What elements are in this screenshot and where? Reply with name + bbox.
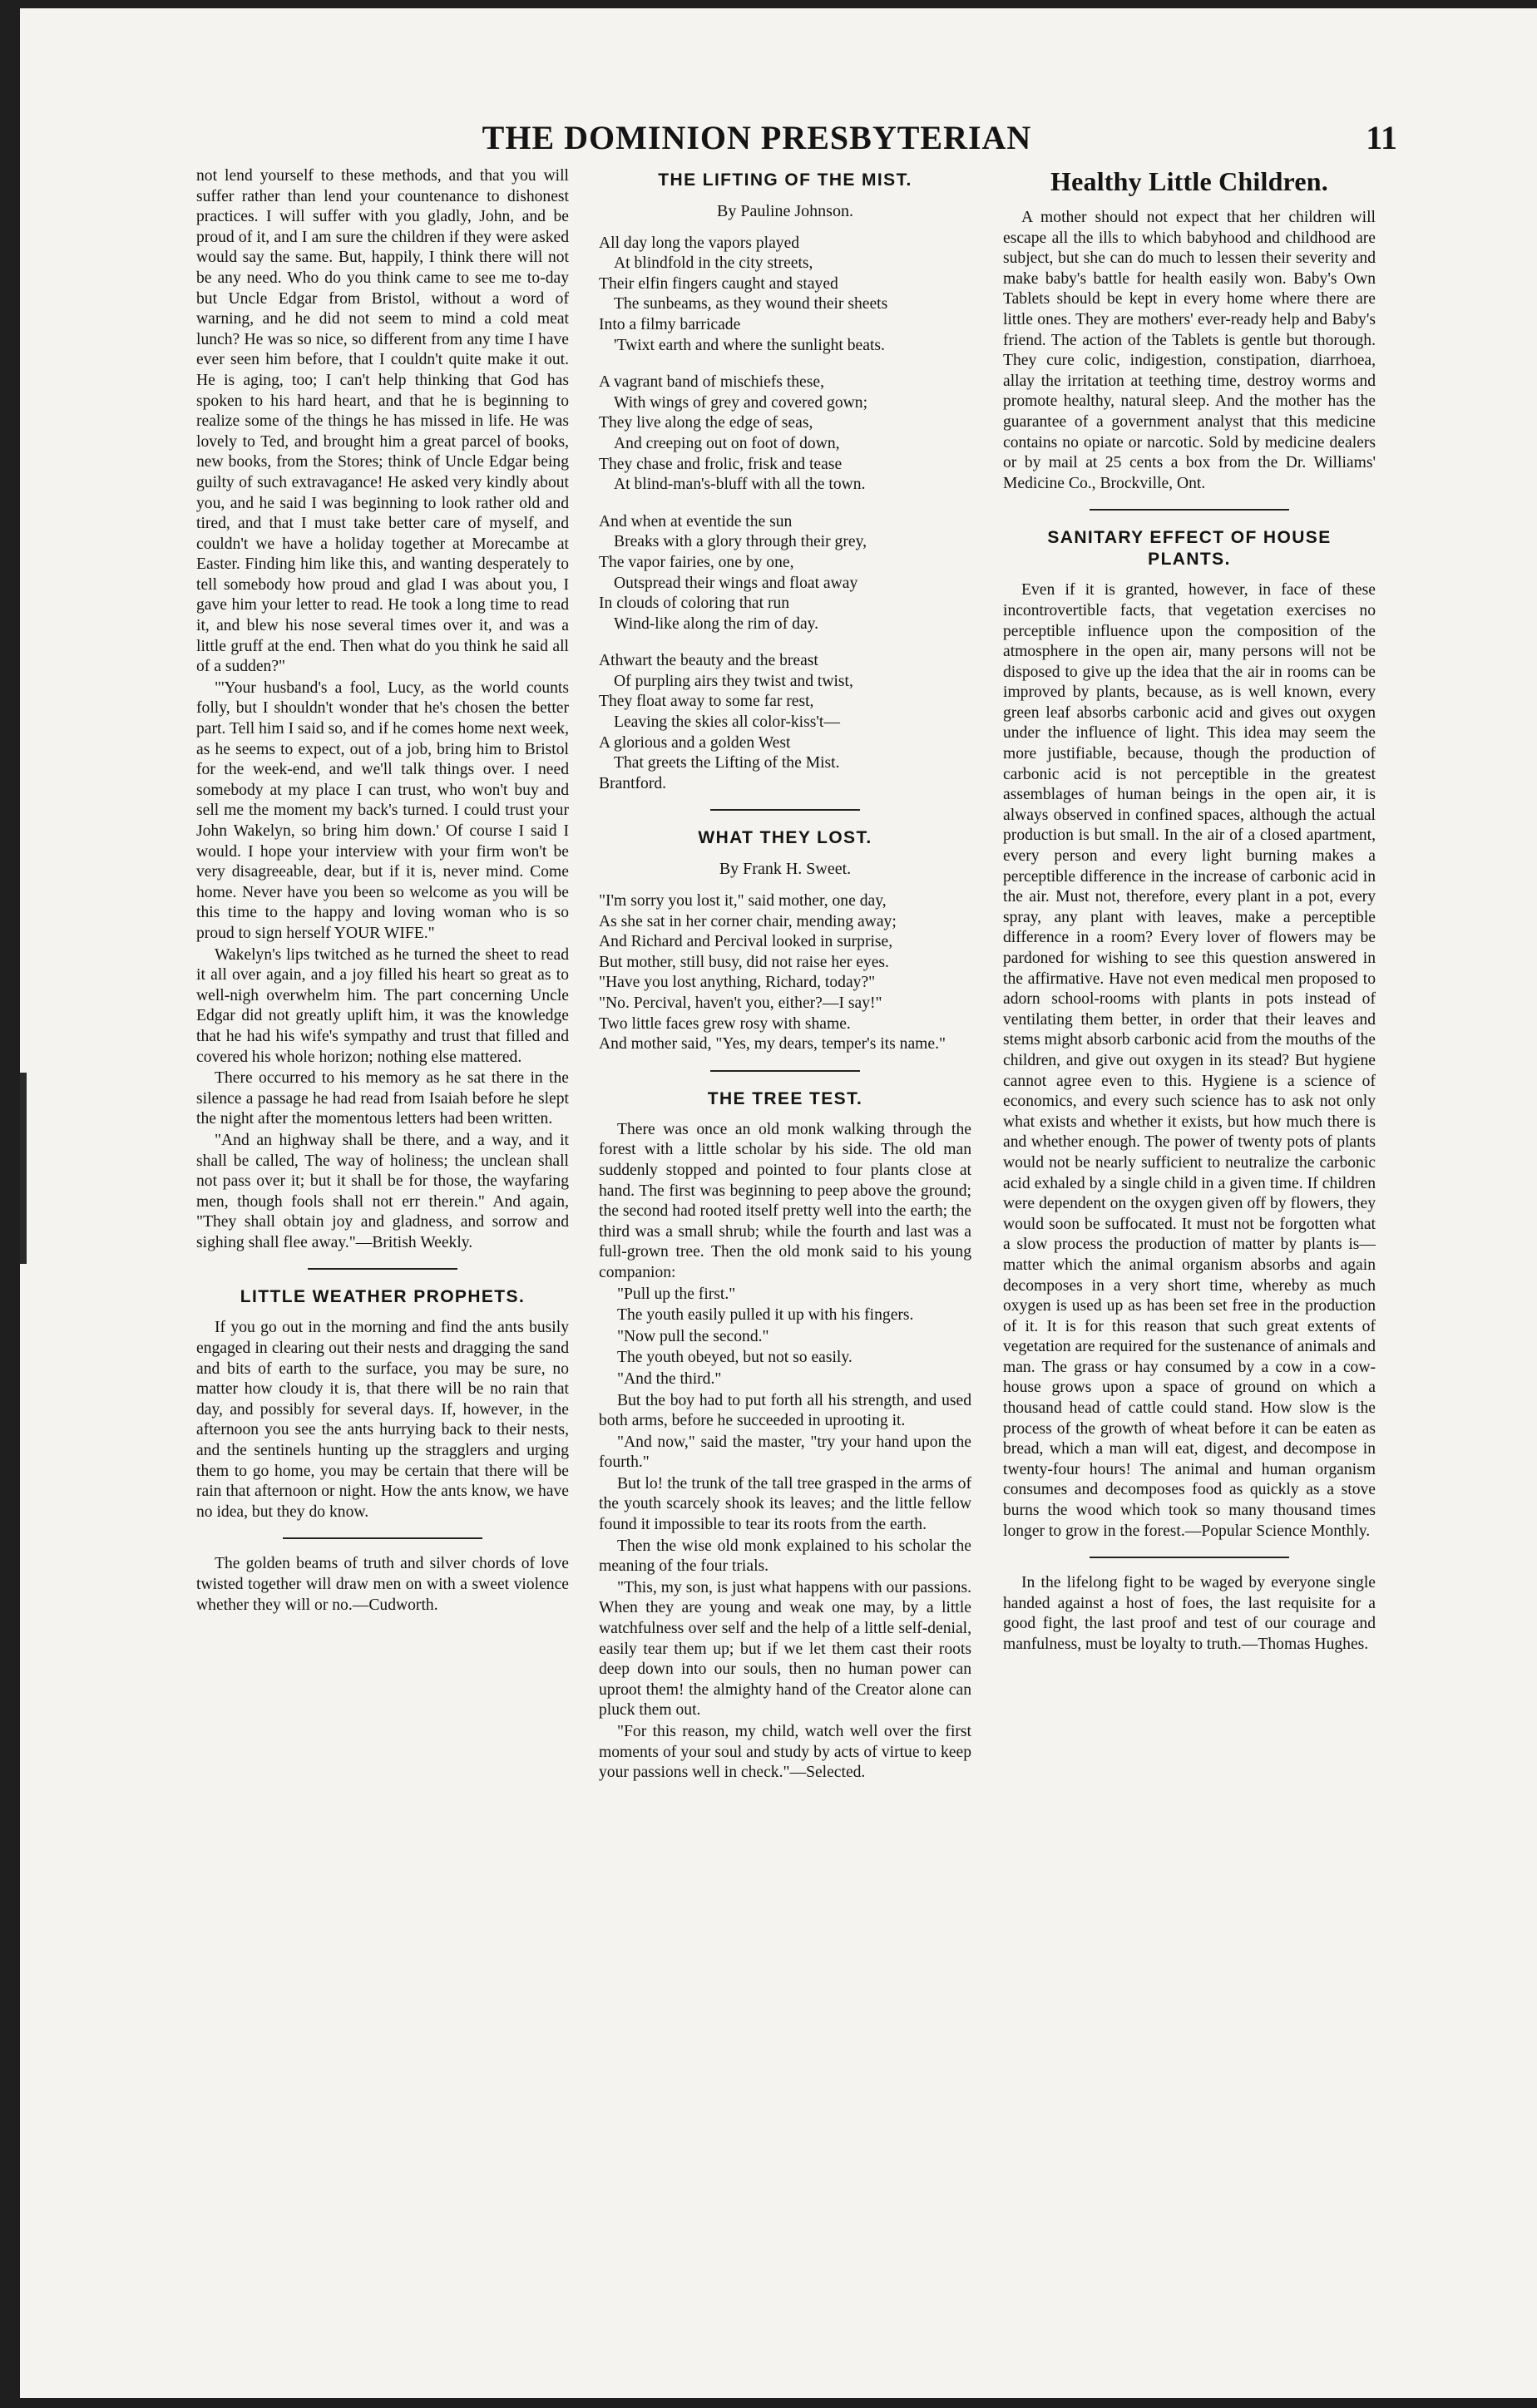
poem-stanza [599,373,971,496]
poem-line: In clouds of coloring that run [599,595,790,613]
tree-paragraph: The youth easily pulled it up with his fingers. [617,1306,914,1325]
poem-line: Into a filmy barricade [599,315,741,333]
cudworth-quote: The golden beams of truth and silver chords of love twisted together will draw men on with a sweet violence whether they will or no.—Cudworth. [196,1555,569,1614]
poem-line: But mother, still busy, did not raise her eyes. [599,953,889,971]
tree-paragraph: "And now," said the master, "try your hand upon the fourth." [599,1433,971,1472]
poem-line: That greets the Lifting of the Mist. [614,754,840,772]
poem-line: The vapor fairies, one by one, [599,553,794,571]
section-rule [308,1268,457,1270]
poem-line: Breaks with a glory through their grey, [614,533,867,551]
tree-paragraph: There was once an old monk walking through the forest with a little scholar by his side. The old man suddenly stopped and pointed to four plants close at hand. The first was beginning to peep above the ground; the second had rooted itself pretty well into the earth; the third was a small shrub; while the fourth and last was a full-grown tree. Then the old monk said to his young companion: [599,1120,971,1281]
tree-paragraph: "Pull up the first." [617,1285,736,1303]
poem-line: At blind-man's-bluff with all the town. [614,476,866,494]
column-middle [599,166,971,1784]
poem-line: And when at eventide the sun [599,512,793,530]
mist-byline: By Pauline Johnson. [717,202,853,220]
healthy-paragraph: A mother should not expect that her children will escape all the ills to which babyhood and childhood are subject, but she can do much to lessen their severity and make baby's battle for health easily won. Baby's Own Tablets should be kept in every home where there are little ones. They are mothers' ever-ready help and Baby's friend. The action of the Tablets is gentle but thorough. They cure colic, indigestion, constipation, diarrhoea, allay the irritation at teething time, destroy worms and promote healthy, natural sleep. And the mother has the guarantee of a government analyst that this medicine contains no opiate or narcotic. Sold by medicine dealers or by mail at 25 cents a box from the Dr. Williams' Medicine Co., Brockville, Ont. [1003,209,1376,492]
story-paragraph: "And an highway shall be there, and a way, and it shall be called, The way of holiness; the unclean shall not pass over it; but it shall be for those, the wayfaring men, though fools shall not err therein." And again, "They shall obtain joy and gladness, and sorrow and sighing shall flee away."—British Weekly. [196,1131,569,1251]
tree-paragraph: "Now pull the second." [617,1327,769,1345]
poem-line: And mother said, "Yes, my dears, temper's its name." [599,1035,946,1054]
poem-line: A vagrant band of mischiefs these, [599,373,824,392]
poem-line: Wind-like along the rim of day. [614,614,819,633]
poem-line: "Have you lost anything, Richard, today?" [599,974,876,992]
poem-line: They chase and frolic, frisk and tease [599,455,843,473]
poem-line: Outspread their wings and float away [614,574,858,592]
scan-edge-top [0,0,1537,8]
poem-line: At blindfold in the city streets, [614,254,813,273]
poem-line: As she sat in her corner chair, mending away; [599,912,897,930]
tree-paragraph: "For this reason, my child, watch well over the first moments of your soul and study by acts of virtue to keep your passions well in check."—Selected. [599,1723,971,1782]
hughes-quote: In the lifelong fight to be waged by everyone single handed against a host of foes, the last requisite for a good fight, the last proof and test of our courage and manfulness, must be loyalty to truth.—Thomas Hughes. [1003,1574,1376,1653]
section-rule [1090,509,1289,511]
sanitary-paragraph: Even if it is granted, however, in face of these incontrovertible facts, that vegetation exercises no perceptible influence upon the composition of the atmosphere in the open air, many persons will not be disposed to give up the idea that the air in rooms can be improved by plants, because, as is well known, every green leaf absorbs carbonic acid and gives out oxygen under the influence of light. This idea may seem the more justifiable, because, though the production of carbonic acid is not perceptible in the greatest assemblages of human beings in the open air, it is always observed in confined spaces, although the actual production is but small. In the air of a closed apartment, every person and every light burning makes a perceptible difference in the increase of carbonic acid in the air. Must not, therefore, every plant in a pot, every spray, any plant with leaves, make a perceptible difference in a room? Every lover of flowers may be pardoned for wishing to see this question answered in the affirmative. Have not even medical men proposed to adorn school-rooms with plants in pots instead of ventilating them better, in order that their leaves and stems might absorb carbonic acid from the mouths of the children, and give out oxygen in its stead? But hygiene cannot agree even to this. Hygiene is a science of economics, and every such science has to ask not only what exists and whether it exists, but how much there is and whether enough. The power of twenty pots of plants would not be nearly sufficient to neutralize the carbonic acid exhaled by a single child in a given time. If children were dependent on the oxygen given off by flowers, they would soon be suffocated. It must not be forgotten what a slow process the production of matter by plants is—matter which the animal organism absorbs and again decomposes in a very short time, whereby as much oxygen is used up as has been set free in the production of it. It is for this reason that such great extents of vegetation are required for the sustenance of animals and man. The grass or hay consumed by a cow in a cow-house grows upon a space of ground on which a thousand head of cattle could stand. How slow is the process of the growth of wheat before it can be eaten as bread, which a man will eat, digest, and decompose in twenty-four hours! The animal and human organism consumes and decomposes food as quickly as a stove burns the wood which took so many thousand times longer to grow in the forest.—Popular Science Monthly. [1003,581,1376,1540]
sanitary-heading: SANITARY EFFECT OF HOUSE PLANTS. [1047,528,1332,570]
section-rule [710,809,860,811]
story-paragraph: not lend yourself to these methods, and that you will suffer rather than lend your countenance to dishonest practices. I will suffer with you gladly, John, and be proud of it, and I am sure the children if they were asked would say the same. But, happily, I think there will not be any need. Who do you think came to see me to-day but Uncle Edgar from Bristol, without a word of warning, and he did not seem to mind a cold meat lunch? He was so nice, so different from any time I have ever seen him before, that I couldn't quite make it out. He is aging, too; I can't help thinking that God has spoken to his hard heart, and that he is beginning to realize some of the things he has missed in life. He was lovely to Ted, and brought him a great parcel of books, new books, from the Stores; think of Uncle Edgar being guilty of such extravagance! He asked very kindly about you, and he said I was beginning to look rather old and tired, and that I must take better care of myself, and couldn't we have a holiday together at Morecambe at Easter. Finding him like this, and wanting desperately to tell somebody how proud and glad I was about you, I gave him your letter to read. He took a long time to read it, and blew his nose several times over it, and was a little gruff at the end. Then what do you think he said all of a sudden?" [196,167,569,676]
lost-byline: By Frank H. Sweet. [719,860,852,879]
poem-line: They live along the edge of seas, [599,414,813,432]
healthy-heading: Healthy Little Children. [1050,166,1328,196]
lost-heading: WHAT THEY LOST. [698,828,872,848]
tree-paragraph: "And the third." [617,1369,722,1388]
column-left [196,166,569,1616]
tree-paragraph: Then the wise old monk explained to his scholar the meaning of the four trials. [599,1537,971,1576]
poem-line: Leaving the skies all color-kiss't— [614,713,840,732]
page-number: 11 [1366,119,1397,156]
poem-line: Their elfin fingers caught and stayed [599,274,838,293]
poem-line: Athwart the beauty and the breast [599,652,818,670]
poem-line: "I'm sorry you lost it," said mother, one day, [599,892,887,910]
weather-heading: LITTLE WEATHER PROPHETS. [240,1287,526,1307]
mist-heading: THE LIFTING OF THE MIST. [658,170,912,190]
lost-poem [599,891,971,1055]
story-paragraph: There occurred to his memory as he sat there in the silence a passage he had read from Isaiah before he slept the night after the momentous letters had been written. [196,1069,569,1128]
running-head: THE DOMINION PRESBYTERIAN [482,119,1032,156]
poem-line: And creeping out on foot of down, [614,434,840,452]
story-paragraph: Wakelyn's lips twitched as he turned the sheet to read it all over again, and a joy filled his heart so great as to well-nigh overwhelm him. The part concerning Uncle Edgar did not greatly uplift him, it was the knowledge that he had his wife's sympathy and trust that filled and covered his whole horizon; nothing else mattered. [196,945,569,1066]
weather-paragraph: If you go out in the morning and find the ants busily engaged in clearing out their nests and dragging the sand and bits of earth to the surface, you may be sure, no matter how cloudy it is, that there will be no rain that day, and possibly for several days. If, however, in the afternoon you see the ants hurrying back to their nests, and the sentinels hunting up the stragglers and urging them to go home, you may be certain that there will be rain that afternoon or night. How the ants know, we have no idea, but they do know. [196,1319,569,1521]
scan-margin-mark [20,1073,27,1264]
story-paragraph: "'Your husband's a fool, Lucy, as the world counts folly, but I shouldn't wonder that he's chosen the better part. Tell him I said so, and if he comes home next week, as he seems to expect, out of a job, bring him to Bristol for the week-end, and we'll talk things over. I need somebody at my place I can trust, who won't buy and sell me the moment my back's turned. I could trust your John Wakelyn, so bring him down.' Of course I said I would. I hope your interview with your firm won't be very disagreeable, dear, but if it is, never mind. Come home. Never have you been so welcome as you will be this time to the happy and loving woman who is so proud to sign herself YOUR WIFE." [196,678,569,942]
poem-stanza [599,512,971,635]
tree-paragraph: "This, my son, is just what happens with our passions. When they are young and weak one may, by a little watchfulness over self and the help of a little self-denial, easily tear them up; but if we let them cast their roots deep down into our souls, then no human power can uproot them! the almighty hand of the Creator alone can pluck them out. [599,1578,971,1720]
tree-paragraph: But lo! the trunk of the tall tree grasped in the arms of the youth scarcely shook its leaves; and the little fellow found it impossible to tear its roots from the earth. [599,1474,971,1534]
section-rule [283,1537,482,1539]
poem-line: With wings of grey and covered gown; [614,393,868,412]
poem-line: A glorious and a golden West [599,733,791,752]
poem-place: Brantford. [599,774,667,792]
poem-line: All day long the vapors played [599,234,800,252]
poem-line: 'Twixt earth and where the sunlight beats. [614,336,885,354]
tree-paragraph: But the boy had to put forth all his strength, and used both arms, before he succeeded in uprooting it. [599,1391,971,1430]
tree-paragraph: The youth obeyed, but not so easily. [617,1349,853,1367]
poem-stanza [599,234,971,357]
poem-line: Two little faces grew rosy with shame. [599,1014,851,1033]
scan-edge-bottom [0,2398,1537,2408]
mist-poem [599,234,971,795]
poem-line: The sunbeams, as they wound their sheets [614,295,888,313]
poem-line: Of purpling airs they twist and twist, [614,672,853,690]
tree-heading: THE TREE TEST. [707,1088,863,1108]
column-right [1003,166,1376,1656]
scan-edge-left [0,0,20,2408]
section-rule [1090,1557,1289,1558]
poem-stanza [599,651,971,794]
poem-line: And Richard and Percival looked in surprise, [599,933,893,951]
poem-line: "No. Percival, haven't you, either?—I say!" [599,994,882,1012]
section-rule [710,1070,860,1072]
poem-line: They float away to some far rest, [599,693,814,711]
